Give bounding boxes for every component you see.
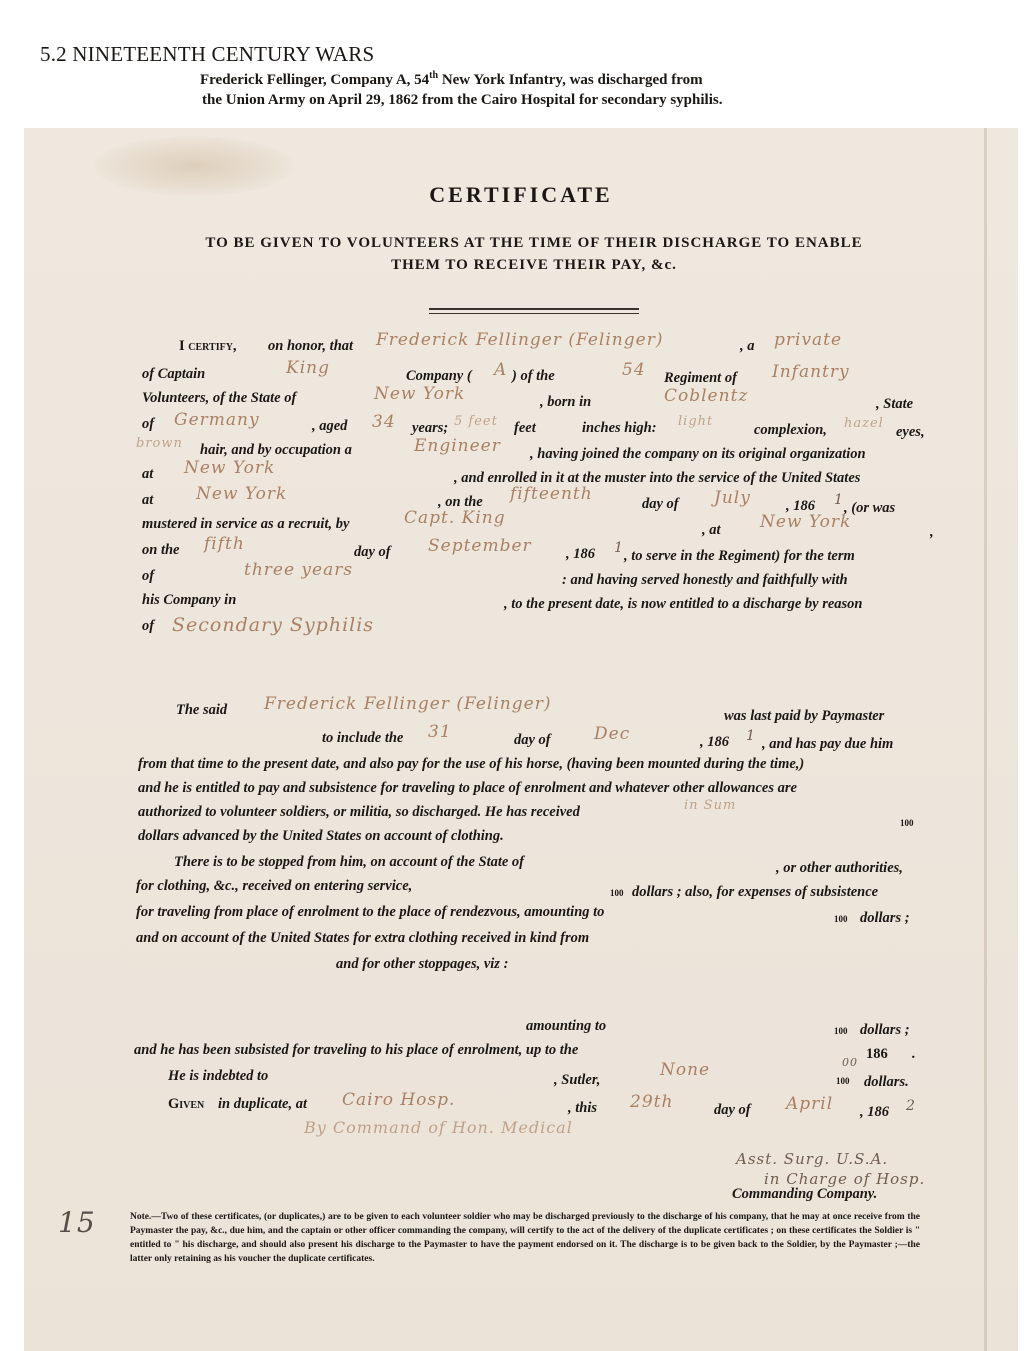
handwritten-mustered-day: fifth [204, 534, 245, 554]
paper-fold [984, 128, 987, 1351]
printed-text: , aged [312, 418, 348, 434]
printed-text: day of [642, 496, 679, 512]
handwritten-cents: 00 [842, 1056, 858, 1069]
handwritten-organized-at: New York [184, 458, 276, 478]
handwritten-given-at: Cairo Hosp. [342, 1090, 456, 1110]
printed-text: Regiment of [664, 370, 737, 386]
printed-text: He is indebted to [168, 1068, 269, 1084]
handwritten-captain: King [286, 358, 330, 378]
printed-text: of Captain [142, 366, 206, 382]
printed-text: to include the [322, 730, 404, 746]
printed-text: in duplicate, at [218, 1096, 308, 1112]
printed-text: , to serve in the Regiment) for the term [624, 548, 855, 564]
printed-text: hair, and by occupation a [200, 442, 352, 458]
page-caption [200, 70, 840, 110]
printed-text: of [142, 568, 155, 584]
caption-superscript: th [429, 70, 439, 81]
printed-text: day of [354, 544, 391, 560]
page-heading: 5.2 NINETEENTH CENTURY WARS [40, 42, 375, 66]
caption-text: the Union Army on April 29, 1862 from the Cairo Hospital for [202, 92, 602, 108]
printed-text: 186 [866, 1046, 888, 1062]
printed-text: , and has pay due him [762, 736, 894, 752]
subtitle-line: TO BE GIVEN TO VOLUNTEERS AT THE TIME OF THEIR DISCHARGE TO ENABLE [205, 235, 863, 251]
printed-text: , State [876, 396, 914, 412]
printed-text: : and having served honestly and faithfully with [562, 572, 848, 588]
printed-text: dollars ; [860, 910, 910, 926]
printed-text: complexion, [754, 422, 827, 438]
caption-text: Frederick Fellinger, Company A, 54 [200, 72, 430, 88]
printed-text: and for other stoppages, viz : [336, 956, 509, 972]
handwritten-given-month: April [786, 1094, 834, 1114]
printed-text: feet [514, 420, 536, 436]
printed-text: mustered in service as a recruit, by [142, 516, 350, 532]
printed-text: eyes, [896, 424, 925, 440]
printed-text: and he has been subsisted for traveling to his place of enrolment, up to the [134, 1042, 579, 1058]
printed-text: dollars ; also, for expenses of subsistence [632, 884, 879, 900]
printed-text: , 186 [786, 498, 815, 514]
printed-text: authorized to volunteer soldiers, or militia, so discharged. He has received [138, 804, 580, 820]
printed-text: , 186 [566, 546, 595, 562]
footnote: Note.—Two of these certificates, (or duplicates,) are to be given to each volunteer soldier who may be discharged previously to the discharge of his company, that he may at once receive from the Paymaster the pay, &c., due him, and the captain or other officer commanding the company, will certify to the act of the delivery of the duplicate certificates ; on these certificates the Soldier is " entitled to " his discharge, and should also present his discharge to the Paymaster to have the payment endorsed on it. The discharge is to be given back to the Soldier, by the Paymaster ;—the latter only retaining as his voucher the duplicate certificates. [130, 1212, 920, 1264]
printed-text: dollars. [864, 1074, 909, 1090]
printed-text: , to the present date, is now entitled to a discharge by reason [504, 596, 863, 612]
printed-text: on the [142, 542, 180, 558]
printed-text: , 186 [860, 1104, 889, 1120]
printed-text: amounting to [526, 1018, 607, 1034]
printed-text: The said [176, 702, 228, 718]
printed-text: was last paid by Paymaster [724, 708, 885, 724]
printed-text: , born in [540, 394, 592, 410]
printed-text: dollars advanced by the United States on account of clothing. [138, 828, 504, 844]
handwritten-paid-day: 31 [428, 722, 452, 742]
handwritten-enrolled-day: fifteenth [510, 484, 593, 504]
printed-text: , a [740, 338, 755, 354]
handwritten-given-day: 29th [630, 1092, 674, 1112]
printed-text: , on the [438, 494, 483, 510]
printed-text: , this [568, 1100, 598, 1116]
printed-text: from that time to the present date, and also pay for the use of his horse, (having been mounted during the time,) [138, 756, 805, 772]
handwritten-paid-month: Dec [594, 724, 631, 744]
certificate-title: CERTIFICATE [429, 182, 613, 207]
handwritten-regiment-no: 54 [622, 360, 646, 380]
handwritten-state: New York [374, 384, 466, 404]
fraction-100: 100 [610, 888, 624, 898]
printed-text: for clothing, &c., received on entering service, [136, 878, 413, 894]
handwritten-eyes: hazel [844, 416, 884, 431]
handwritten-enrolled-year: 1 [834, 492, 844, 508]
printed-text: , (or was [844, 500, 896, 516]
handwritten-by-command: By Command of Hon. Medical [304, 1118, 573, 1137]
printed-text: and he is entitled to pay and subsistence for traveling to place of enrolment and whatever other allowances are [138, 780, 797, 796]
printed-text: day of [514, 732, 551, 748]
handwritten-enrolled-month: July [714, 488, 751, 508]
printed-text: , or other authorities, [776, 860, 903, 876]
printed-text: at [142, 492, 154, 508]
handwritten-given-year: 2 [906, 1098, 916, 1114]
printed-text: , having joined the company on its original organization [530, 446, 866, 462]
handwritten-received: in Sum [684, 798, 737, 813]
handwritten-mustered-at: New York [760, 512, 852, 532]
handwritten-age: 34 [372, 412, 396, 432]
printed-text: I certify, [179, 338, 237, 354]
handwritten-company-letter: A [494, 360, 508, 380]
printed-text: Given [168, 1096, 205, 1112]
handwritten-said-name: Frederick Fellinger (Felinger) [264, 694, 552, 714]
handwritten-reason: Secondary Syphilis [172, 614, 375, 636]
fraction-100: 100 [834, 914, 848, 924]
printed-text: , [930, 524, 934, 540]
handwritten-indebted: None [660, 1060, 711, 1080]
printed-text: , at [702, 522, 721, 538]
printed-text: , 186 [700, 734, 729, 750]
printed-text: of [142, 618, 155, 634]
printed-text: . [912, 1046, 916, 1062]
printed-text: his Company in [142, 592, 237, 608]
printed-text: for traveling from place of enrolment to the place of rendezvous, amounting to [136, 904, 605, 920]
handwritten-complexion: light [678, 414, 714, 429]
printed-text: Commanding Company. [732, 1186, 878, 1202]
printed-text: There is to be stopped from him, on account of the State of [174, 854, 525, 870]
handwritten-mustered-year: 1 [614, 540, 624, 556]
printed-text: Volunteers, of the State of [142, 390, 297, 406]
certificate-sheet [24, 128, 1018, 1351]
fraction-100: 100 [900, 818, 914, 828]
caption-emphasis: secondary syphilis. [601, 92, 723, 108]
fraction-100: 100 [834, 1026, 848, 1036]
divider-rule [429, 308, 639, 310]
printed-text: of [142, 416, 155, 432]
certificate-subtitle [134, 232, 934, 276]
printed-text: Company ( [406, 368, 472, 384]
printed-text: and on account of the United States for extra clothing received in kind from [136, 930, 590, 946]
printed-text: day of [714, 1102, 751, 1118]
divider-rule [429, 313, 639, 314]
handwritten-name: Frederick Fellinger (Felinger) [376, 330, 664, 350]
handwritten-regiment-type: Infantry [772, 362, 850, 382]
handwritten-paid-year: 1 [746, 728, 756, 744]
printed-text: inches high: [582, 420, 657, 436]
caption-text: New York Infantry, was discharged from [438, 72, 703, 88]
printed-text: dollars ; [860, 1022, 910, 1038]
margin-number: 15 [58, 1206, 96, 1239]
handwritten-country: Germany [174, 410, 260, 430]
subtitle-line: THEM TO RECEIVE THEIR PAY, &c. [391, 257, 677, 273]
printed-text: at [142, 466, 154, 482]
handwritten-rank: private [774, 330, 843, 350]
handwritten-hair: brown [136, 436, 183, 451]
handwritten-enrolled-at: New York [196, 484, 288, 504]
printed-text: ) of the [512, 368, 555, 384]
handwritten-occupation: Engineer [414, 436, 501, 456]
handwritten-term: three years [244, 560, 354, 580]
printed-text: years; [412, 420, 449, 436]
handwritten-signature: in Charge of Hosp. [764, 1170, 926, 1188]
printed-text: , and enrolled in it at the muster into the service of the United States [454, 470, 861, 486]
printed-text: , Sutler, [554, 1072, 601, 1088]
printed-text: on honor, that [268, 338, 354, 354]
handwritten-height: 5 feet [454, 414, 498, 429]
handwritten-birthplace: Coblentz [664, 386, 749, 406]
handwritten-mustered-by: Capt. King [404, 508, 506, 528]
fraction-100: 100 [836, 1076, 850, 1086]
handwritten-mustered-month: September [428, 536, 532, 556]
handwritten-signature: Asst. Surg. U.S.A. [736, 1150, 889, 1168]
